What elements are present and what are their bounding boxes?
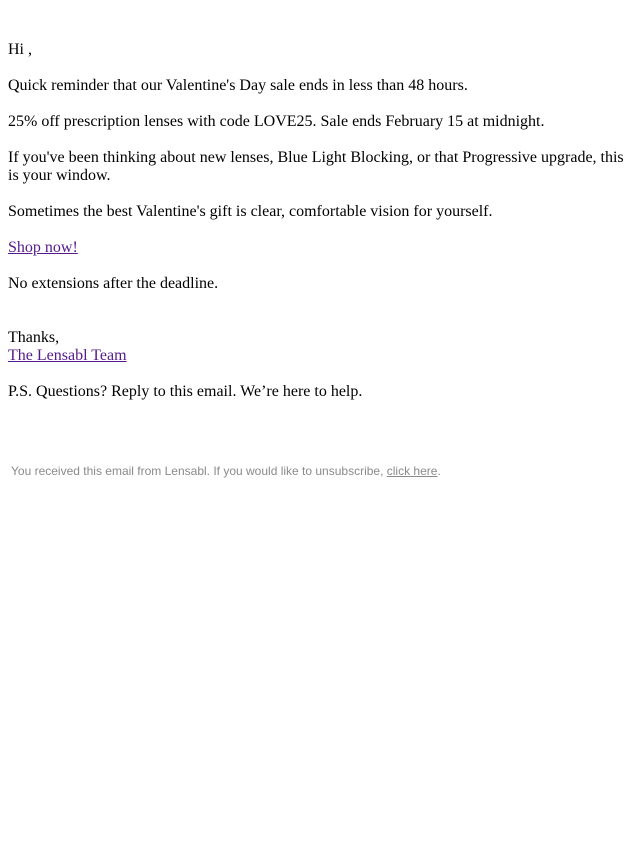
greeting: Hi , <box>8 41 32 58</box>
footer-text: You received this email from Lensabl. If you would like to unsubscribe, <box>11 464 384 478</box>
shop-now-link[interactable]: Shop now! <box>8 239 78 256</box>
signoff-text: Thanks, <box>8 329 60 346</box>
deadline-note: No extensions after the deadline. <box>8 275 219 292</box>
footer-trailing: . <box>437 464 441 478</box>
unsubscribe-link[interactable]: click here <box>386 464 438 478</box>
cta-container <box>8 239 632 257</box>
reminder-paragraph: Quick reminder that our Valentine's Day sale ends in less than 48 hours. <box>8 77 468 94</box>
postscript: P.S. Questions? Reply to this email. We’re here to help. <box>8 383 363 400</box>
footer-unsubscribe-notice <box>11 464 631 478</box>
lensabl-team-link[interactable]: The Lensabl Team <box>8 347 127 364</box>
upgrade-paragraph: If you've been thinking about new lenses, Blue Light Blocking, or that Progressive upgrade, this is your window. <box>8 149 624 184</box>
gift-paragraph: Sometimes the best Valentine's gift is clear, comfortable vision for yourself. <box>8 203 493 220</box>
signoff-block <box>8 329 632 365</box>
promo-code-paragraph: 25% off prescription lenses with code LOVE25. Sale ends February 15 at midnight. <box>8 113 545 130</box>
